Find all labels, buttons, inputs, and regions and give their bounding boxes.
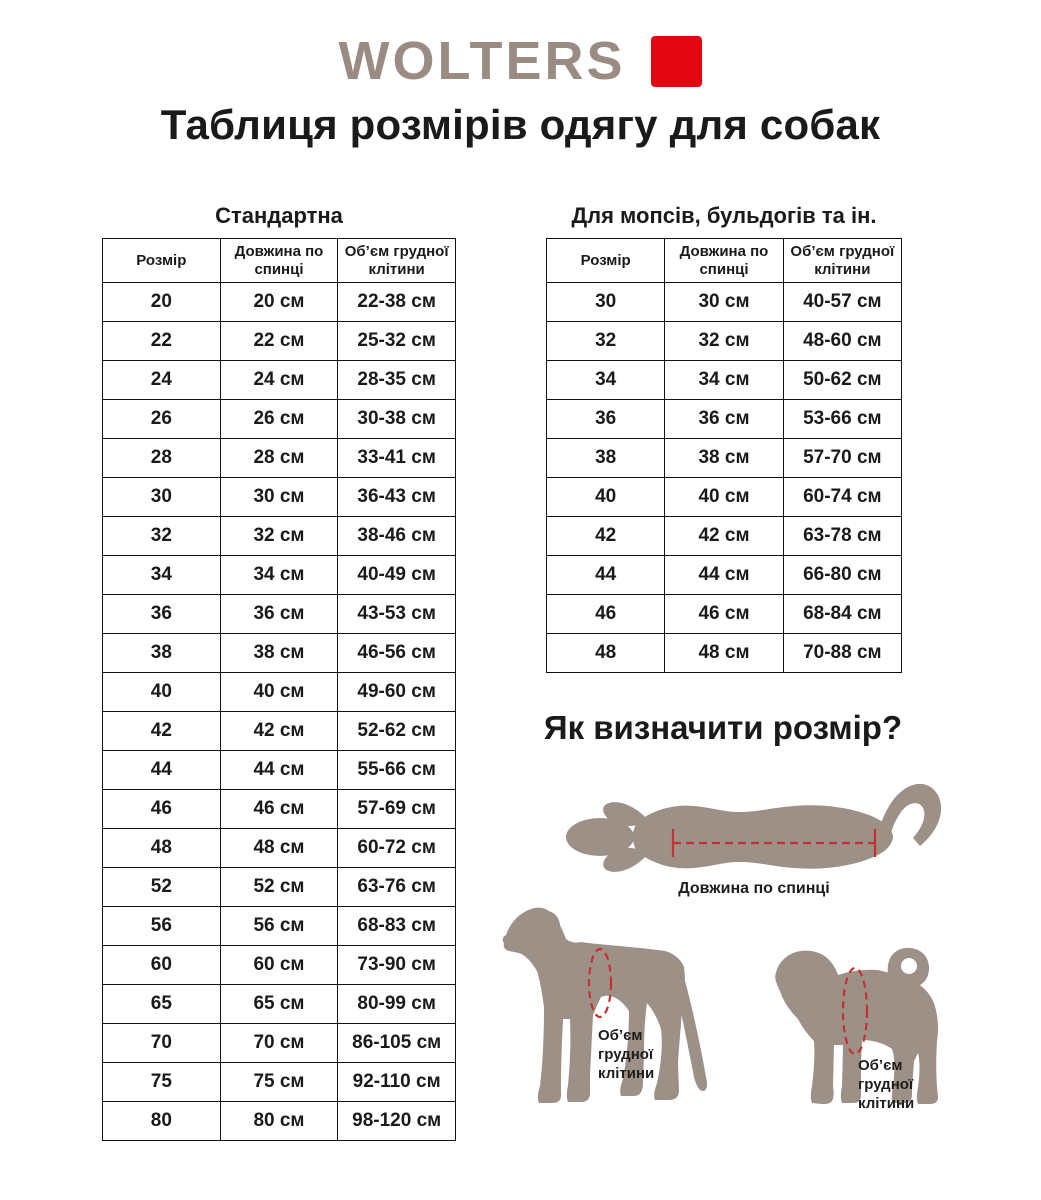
table-cell: 86-105 см — [338, 1024, 456, 1063]
table-cell: 32 — [103, 517, 221, 556]
table-row — [103, 439, 456, 478]
table-cell: 55-66 см — [338, 751, 456, 790]
table-cell: 57-70 см — [783, 439, 901, 478]
table-cell: 46 см — [665, 595, 783, 634]
chest-girth-label-pug: Об’єм грудної клітини — [858, 1057, 915, 1112]
table-row — [547, 595, 902, 634]
table-cell: 56 — [103, 907, 221, 946]
table-row — [103, 595, 456, 634]
table-cell: 38 см — [665, 439, 783, 478]
column-header-size: Розмір — [103, 239, 221, 283]
table-cell: 36 см — [220, 595, 338, 634]
table-cell: 48 см — [220, 829, 338, 868]
table-row — [103, 1063, 456, 1102]
table-cell: 34 — [547, 361, 665, 400]
table-cell: 65 см — [220, 985, 338, 1024]
table-row — [547, 439, 902, 478]
table-cell: 26 см — [220, 400, 338, 439]
logo-text: WOLTERS — [338, 31, 626, 91]
table-cell: 80-99 см — [338, 985, 456, 1024]
table-cell: 36 — [103, 595, 221, 634]
table-cell: 38 — [547, 439, 665, 478]
table-cell: 36 см — [665, 400, 783, 439]
table-cell: 42 см — [220, 712, 338, 751]
table-row — [103, 400, 456, 439]
table-cell: 46 — [103, 790, 221, 829]
table-row — [547, 517, 902, 556]
table-cell: 66-80 см — [783, 556, 901, 595]
table-cell: 53-66 см — [783, 400, 901, 439]
table-cell: 32 — [547, 322, 665, 361]
table-cell: 63-78 см — [783, 517, 901, 556]
table-cell: 60-74 см — [783, 478, 901, 517]
table-row — [547, 283, 902, 322]
table-cell: 34 см — [220, 556, 338, 595]
table-cell: 38 см — [220, 634, 338, 673]
column-header-chest: Об’єм грудної клітини — [338, 239, 456, 283]
table-header-row — [103, 239, 456, 283]
column-header-back-length: Довжина по спинці — [220, 239, 338, 283]
table-cell: 44 — [103, 751, 221, 790]
table-row — [547, 478, 902, 517]
table-cell: 52 см — [220, 868, 338, 907]
table-cell: 68-83 см — [338, 907, 456, 946]
table-cell: 32 см — [220, 517, 338, 556]
table-row — [103, 556, 456, 595]
table-cell: 36 — [547, 400, 665, 439]
table-cell: 40-49 см — [338, 556, 456, 595]
table-row — [103, 868, 456, 907]
table-cell: 46 см — [220, 790, 338, 829]
dog-top-view-silhouette — [566, 784, 941, 872]
table-cell: 65 — [103, 985, 221, 1024]
table-cell: 42 — [547, 517, 665, 556]
table-cell: 48 — [547, 634, 665, 673]
table-cell: 38-46 см — [338, 517, 456, 556]
table-row — [103, 517, 456, 556]
table-cell: 30 см — [220, 478, 338, 517]
table-cell: 50-62 см — [783, 361, 901, 400]
table-row — [103, 985, 456, 1024]
table-cell: 30 — [547, 283, 665, 322]
table-cell: 46-56 см — [338, 634, 456, 673]
table-row — [547, 361, 902, 400]
table-row — [547, 634, 902, 673]
table-cell: 30-38 см — [338, 400, 456, 439]
table-row — [103, 829, 456, 868]
table-cell: 22 см — [220, 322, 338, 361]
table-cell: 52-62 см — [338, 712, 456, 751]
table-cell: 60-72 см — [338, 829, 456, 868]
dog-top-view-illustration — [552, 768, 947, 890]
table-cell: 28 — [103, 439, 221, 478]
table-cell: 43-53 см — [338, 595, 456, 634]
table-cell: 68-84 см — [783, 595, 901, 634]
table-cell: 40 см — [665, 478, 783, 517]
logo-red-square — [651, 36, 702, 87]
table-cell: 70 — [103, 1024, 221, 1063]
table-cell: 63-76 см — [338, 868, 456, 907]
table-cell: 70-88 см — [783, 634, 901, 673]
pugs-table-section — [546, 203, 902, 673]
table-cell: 42 — [103, 712, 221, 751]
table-cell: 28-35 см — [338, 361, 456, 400]
table-cell: 92-110 см — [338, 1063, 456, 1102]
table-cell: 52 — [103, 868, 221, 907]
table-cell: 46 — [547, 595, 665, 634]
table-cell: 44 см — [665, 556, 783, 595]
table-cell: 75 — [103, 1063, 221, 1102]
table-cell: 36-43 см — [338, 478, 456, 517]
column-header-chest: Об’єм грудної клітини — [783, 239, 901, 283]
table-cell: 24 см — [220, 361, 338, 400]
pugs-table-caption: Для мопсів, бульдогів та ін. — [571, 203, 877, 228]
table-row — [103, 1102, 456, 1141]
table-row — [103, 907, 456, 946]
table-row — [547, 556, 902, 595]
table-cell: 30 см — [665, 283, 783, 322]
back-length-label: Довжина по спинці — [678, 880, 830, 897]
table-cell: 22 — [103, 322, 221, 361]
table-cell: 33-41 см — [338, 439, 456, 478]
table-cell: 48-60 см — [783, 322, 901, 361]
column-header-back-length: Довжина по спинці — [665, 239, 783, 283]
table-cell: 75 см — [220, 1063, 338, 1102]
column-header-size: Розмір — [547, 239, 665, 283]
table-cell: 60 — [103, 946, 221, 985]
table-cell: 48 см — [665, 634, 783, 673]
table-cell: 44 — [547, 556, 665, 595]
table-row — [103, 322, 456, 361]
table-cell: 44 см — [220, 751, 338, 790]
table-header-row — [547, 239, 902, 283]
table-cell: 40-57 см — [783, 283, 901, 322]
pug-tail-curl-hole — [901, 958, 917, 974]
table-cell: 34 — [103, 556, 221, 595]
standard-table-caption: Стандартна — [215, 203, 343, 228]
table-row — [103, 361, 456, 400]
table-cell: 20 см — [220, 283, 338, 322]
table-row — [103, 673, 456, 712]
table-row — [103, 712, 456, 751]
table-cell: 48 — [103, 829, 221, 868]
table-cell: 42 см — [665, 517, 783, 556]
table-row — [547, 322, 902, 361]
table-cell: 25-32 см — [338, 322, 456, 361]
table-row — [103, 634, 456, 673]
table-cell: 40 — [103, 673, 221, 712]
table-cell: 32 см — [665, 322, 783, 361]
table-cell: 30 — [103, 478, 221, 517]
table-cell: 80 — [103, 1102, 221, 1141]
table-row — [103, 1024, 456, 1063]
table-cell: 38 — [103, 634, 221, 673]
table-cell: 34 см — [665, 361, 783, 400]
table-cell: 24 — [103, 361, 221, 400]
table-cell: 60 см — [220, 946, 338, 985]
table-cell: 28 см — [220, 439, 338, 478]
brand-logo — [0, 31, 1041, 91]
table-row — [547, 400, 902, 439]
table-cell: 49-60 см — [338, 673, 456, 712]
table-cell: 40 — [547, 478, 665, 517]
table-row — [103, 751, 456, 790]
chest-girth-label-standing: Об’єм грудної клітини — [598, 1027, 655, 1082]
pugs-size-table — [546, 238, 902, 673]
table-cell: 57-69 см — [338, 790, 456, 829]
table-cell: 20 — [103, 283, 221, 322]
table-cell: 70 см — [220, 1024, 338, 1063]
table-row — [103, 946, 456, 985]
standard-size-table — [102, 238, 456, 1141]
how-to-measure-heading: Як визначити розмір? — [543, 709, 903, 746]
table-row — [103, 790, 456, 829]
table-cell: 98-120 см — [338, 1102, 456, 1141]
page-title: Таблиця розмірів одягу для собак — [160, 101, 881, 148]
table-cell: 80 см — [220, 1102, 338, 1141]
table-cell: 26 — [103, 400, 221, 439]
table-cell: 56 см — [220, 907, 338, 946]
table-cell: 40 см — [220, 673, 338, 712]
table-cell: 73-90 см — [338, 946, 456, 985]
table-cell: 22-38 см — [338, 283, 456, 322]
standard-table-section — [102, 203, 456, 1141]
table-row — [103, 283, 456, 322]
table-row — [103, 478, 456, 517]
